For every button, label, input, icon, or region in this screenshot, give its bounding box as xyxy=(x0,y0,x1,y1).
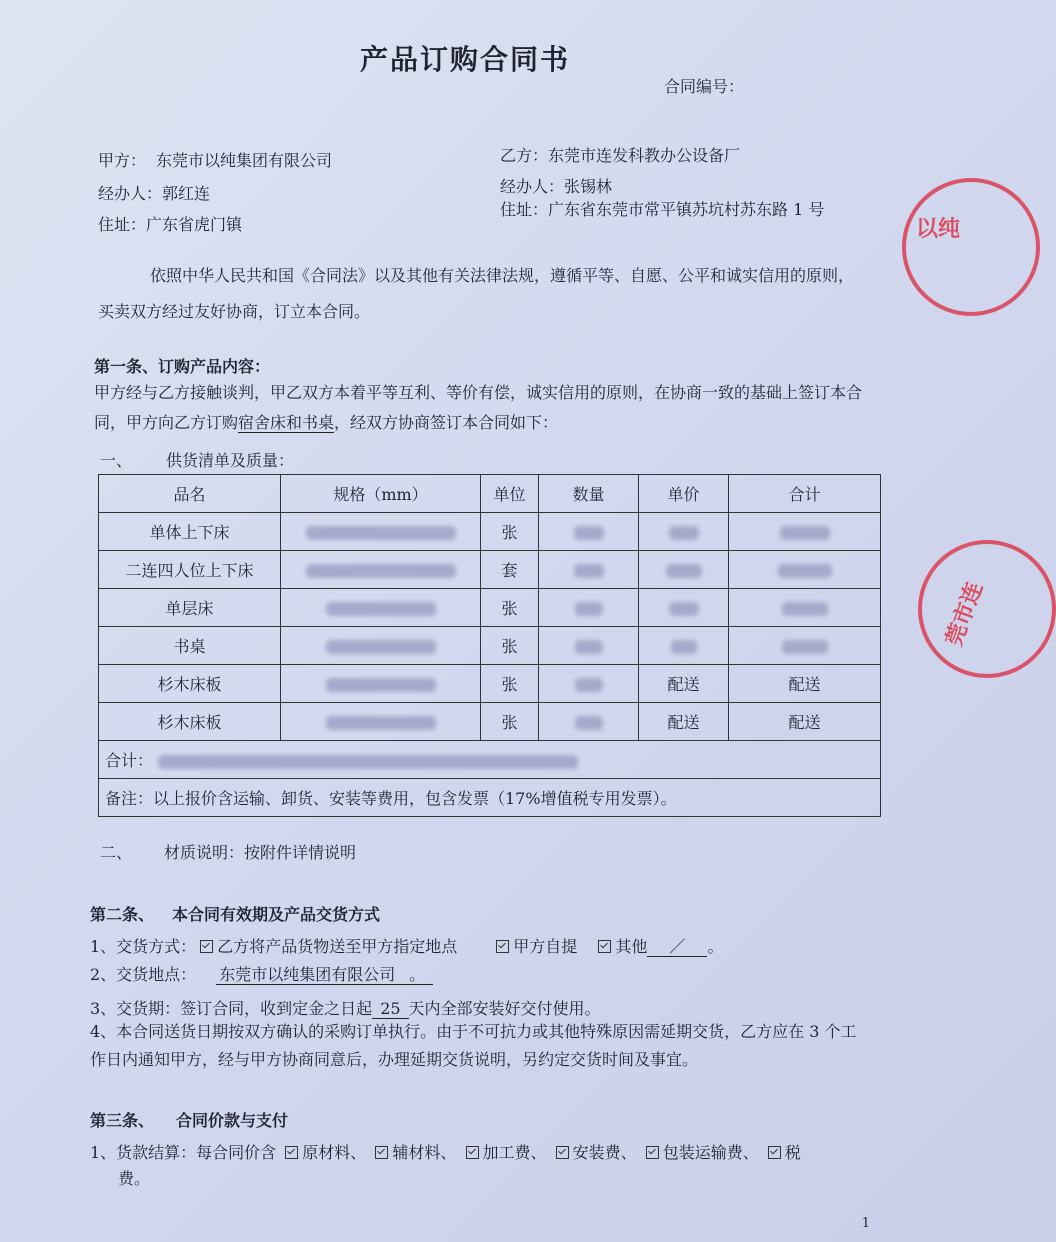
checkbox-icon xyxy=(285,1146,298,1159)
price-cell-redacted xyxy=(639,589,729,627)
checkbox-icon xyxy=(598,940,611,953)
article3-heading: 第三条、 合同价款与支付 xyxy=(90,1111,289,1130)
party-a-agent: 经办人：郭红连 xyxy=(98,184,211,203)
table-row xyxy=(99,589,881,627)
delivery-place: 2、交货地点： 东莞市以纯集团有限公司 。 xyxy=(90,962,433,985)
article1-heading: 第一条、订购产品内容： xyxy=(94,357,271,376)
table-header-row xyxy=(99,475,881,513)
spec-cell-redacted xyxy=(281,589,481,627)
total-cell: 配送 xyxy=(729,703,881,741)
spec-cell-redacted xyxy=(281,665,481,703)
price-cell: 配送 xyxy=(639,703,729,741)
price-cell-redacted xyxy=(639,551,729,589)
unit-cell: 张 xyxy=(481,589,539,627)
intro-paragraph: 依照中华人民共和国《合同法》以及其他有关法律法规，遵循平等、自愿、公平和诚实信用的原则，买卖双方经过友好协商，订立本合同。 xyxy=(98,266,855,321)
price-cell: 配送 xyxy=(639,665,729,703)
spec-cell-redacted xyxy=(281,551,481,589)
spec-cell-redacted xyxy=(281,703,481,741)
unit-cell: 张 xyxy=(481,703,539,741)
company-seal-stamp-bottom: 莞市连 xyxy=(918,540,1056,678)
total-cell-redacted xyxy=(729,589,881,627)
checkbox-icon xyxy=(375,1146,388,1159)
total-cell-redacted xyxy=(729,513,881,551)
product-name: 宿舍床和书桌 xyxy=(238,413,335,432)
quantity-cell-redacted xyxy=(539,703,639,741)
delivery-method: 1、交货方式： 乙方将产品货物送至甲方指定地点 甲方自提 其他 ／ 。 xyxy=(90,937,724,956)
header-cell: 数量 xyxy=(539,475,639,513)
table-remark-row xyxy=(99,779,881,817)
total-amount-redacted xyxy=(158,755,578,769)
contract-number-label: 合同编号： xyxy=(664,77,745,96)
quantity-cell-redacted xyxy=(539,589,639,627)
header-cell: 规格（mm） xyxy=(281,475,481,513)
delivery-period: 3、交货期：签订合同，收到定金之日起 25 天内全部安装好交付使用。 xyxy=(90,999,601,1018)
unit-cell: 张 xyxy=(481,665,539,703)
quantity-cell-redacted xyxy=(539,665,639,703)
delivery-clause-4: 4、本合同送货日期按双方确认的采购订单执行。由于不可抗力或其他特殊原因需延期交货，乙方应在 3 个工作日内通知甲方，经与甲方协商同意后，办理延期交货说明，另约定交货时间及事宜。 xyxy=(90,1022,857,1069)
supply-table xyxy=(98,474,881,817)
table-row xyxy=(99,703,881,741)
total-cell-redacted xyxy=(729,627,881,665)
price-cell-redacted xyxy=(639,627,729,665)
article1-paragraph: 甲方经与乙方接触谈判，甲乙双方本着平等互利、等价有偿，诚实信用的原则，在协商一致的基础上签订本合同，甲方向乙方订购宿舍床和书桌，经双方协商签订本合同如下： xyxy=(94,383,863,432)
product-cell: 杉木床板 xyxy=(99,665,281,703)
party-b-address: 住址：广东省东莞市常平镇苏坑村苏东路 1 号 xyxy=(500,200,825,219)
header-cell: 品名 xyxy=(99,475,281,513)
spec-cell-redacted xyxy=(281,627,481,665)
document-title: 产品订购合同书 xyxy=(359,43,570,76)
party-a-address: 住址：广东省虎门镇 xyxy=(98,215,243,234)
header-cell: 合计 xyxy=(729,475,881,513)
remark-cell: 备注：以上报价含运输、卸货、安装等费用，包含发票（17%增值税专用发票）。 xyxy=(99,779,881,817)
unit-cell: 张 xyxy=(481,627,539,665)
total-cell-redacted xyxy=(729,551,881,589)
price-cell-redacted xyxy=(639,513,729,551)
checkbox-icon xyxy=(556,1146,569,1159)
checkbox-icon xyxy=(466,1146,479,1159)
table-row xyxy=(99,665,881,703)
quantity-cell-redacted xyxy=(539,513,639,551)
unit-cell: 套 xyxy=(481,551,539,589)
checkbox-icon xyxy=(496,940,509,953)
product-cell: 杉木床板 xyxy=(99,703,281,741)
supply-list-caption: 一、 供货清单及质量： xyxy=(100,451,295,470)
header-cell: 单位 xyxy=(481,475,539,513)
table-row xyxy=(99,513,881,551)
table-row xyxy=(99,627,881,665)
party-a-name: 甲方： 东莞市以纯集团有限公司 xyxy=(98,151,333,170)
checkbox-icon xyxy=(646,1146,659,1159)
product-cell: 单层床 xyxy=(99,589,281,627)
table-row xyxy=(99,551,881,589)
company-seal-stamp-top: 以纯 xyxy=(902,178,1040,316)
product-cell: 二连四人位上下床 xyxy=(99,551,281,589)
checkbox-icon xyxy=(768,1146,781,1159)
total-cell: 配送 xyxy=(729,665,881,703)
page-number: 1 xyxy=(861,1216,870,1231)
table-total-row xyxy=(99,741,881,779)
product-cell: 书桌 xyxy=(99,627,281,665)
product-cell: 单体上下床 xyxy=(99,513,281,551)
party-b-agent: 经办人：张锡林 xyxy=(500,177,613,196)
party-b-name: 乙方：东莞市连发科教办公设备厂 xyxy=(500,146,741,165)
checkbox-icon xyxy=(200,940,213,953)
quantity-cell-redacted xyxy=(539,627,639,665)
total-cell-full: 合计： xyxy=(99,741,881,779)
material-note: 二、 材质说明：按附件详情说明 xyxy=(100,843,357,862)
spec-cell-redacted xyxy=(281,513,481,551)
unit-cell: 张 xyxy=(481,513,539,551)
payment-terms-cont: 费。 xyxy=(118,1169,151,1188)
quantity-cell-redacted xyxy=(539,551,639,589)
payment-terms: 1、货款结算：每合同价含 原材料、 辅材料、 加工费、 安装费、 包装运输费、 税 xyxy=(90,1143,801,1162)
article2-heading: 第二条、 本合同有效期及产品交货方式 xyxy=(90,905,381,924)
header-cell: 单价 xyxy=(639,475,729,513)
